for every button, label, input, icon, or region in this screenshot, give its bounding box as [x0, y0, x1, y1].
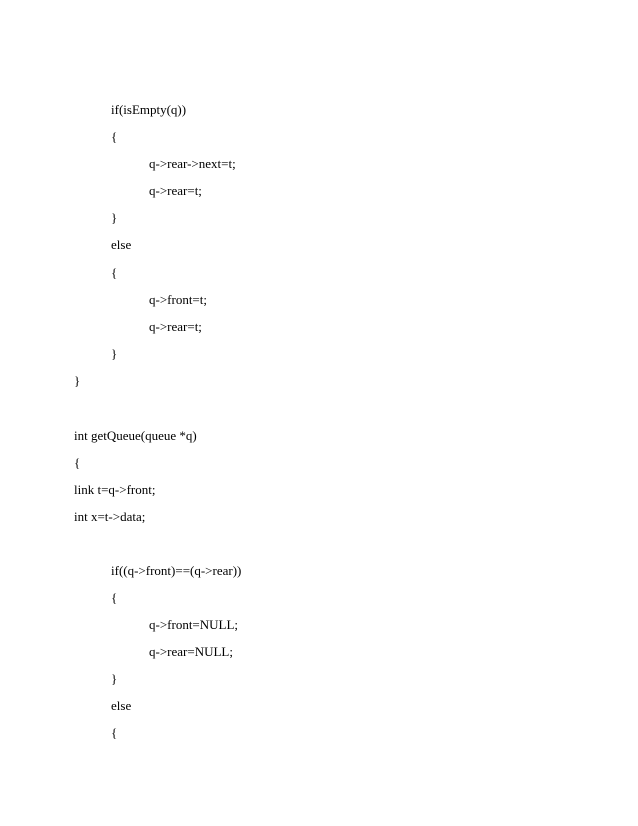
code-line: {	[111, 265, 118, 280]
code-line: q->rear=t;	[149, 183, 202, 198]
code-line: q->front=NULL;	[149, 617, 239, 632]
code-line: int getQueue(queue *q)	[74, 428, 197, 443]
code-line: int x=t->data;	[74, 509, 146, 524]
code-line: {	[74, 455, 81, 470]
code-line: q->rear=t;	[149, 319, 202, 334]
code-line: else	[111, 698, 132, 713]
code-line: else	[111, 237, 132, 252]
code-line: {	[111, 725, 118, 740]
code-line: q->rear=NULL;	[149, 644, 233, 659]
code-line: if((q->front)==(q->rear))	[111, 563, 242, 578]
code-line: q->rear->next=t;	[149, 156, 236, 171]
code-line: {	[111, 129, 118, 144]
code-line: if(isEmpty(q))	[111, 102, 187, 117]
code-line: }	[111, 346, 118, 361]
code-line: q->front=t;	[149, 292, 207, 307]
code-line: }	[74, 373, 81, 388]
code-line: link t=q->front;	[74, 482, 156, 497]
code-line: {	[111, 590, 118, 605]
code-line: }	[111, 210, 118, 225]
code-line: }	[111, 671, 118, 686]
